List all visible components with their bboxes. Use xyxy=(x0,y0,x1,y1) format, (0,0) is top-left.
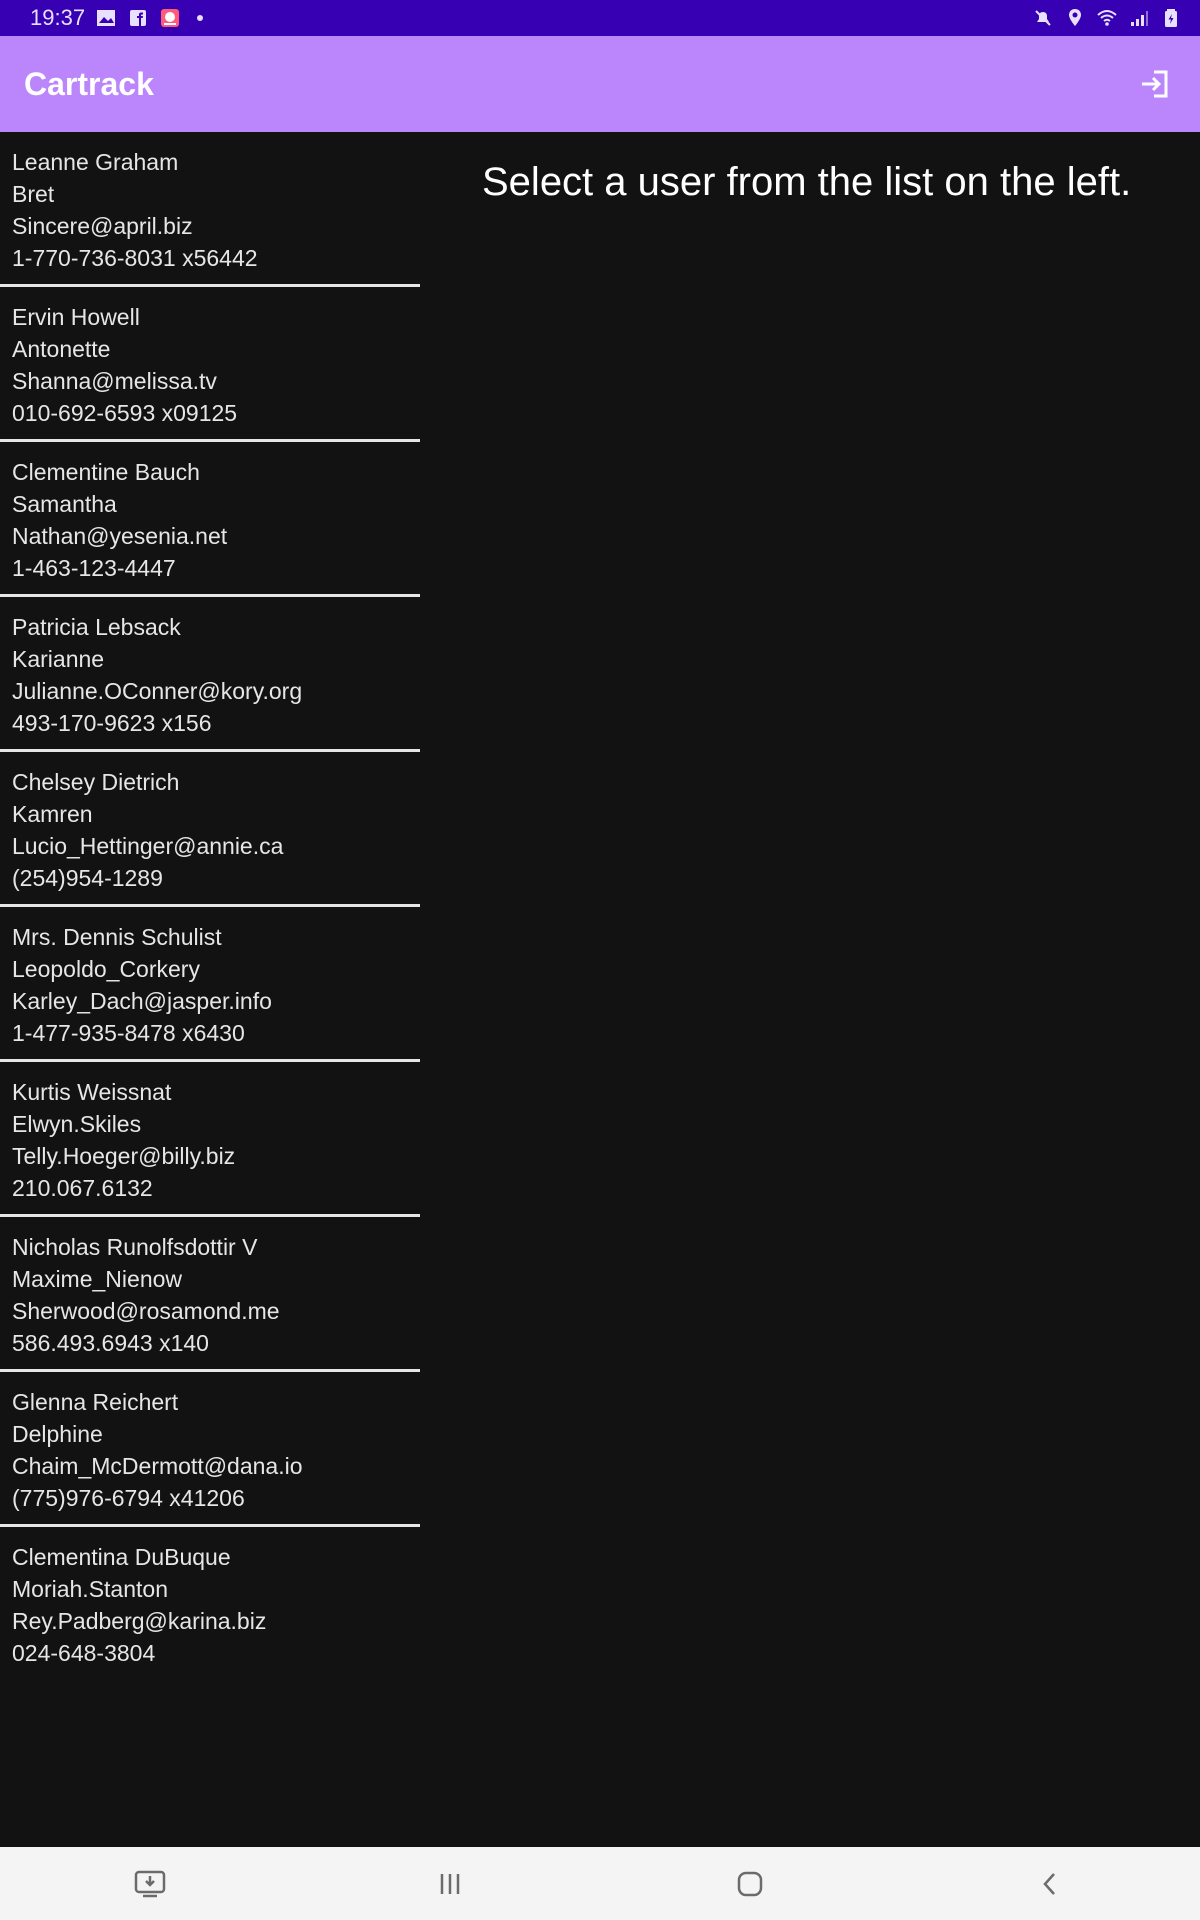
user-phone: 024-648-3804 xyxy=(12,1640,156,1666)
recent-apps-button[interactable] xyxy=(420,1854,480,1914)
user-list-item[interactable] xyxy=(0,287,420,442)
user-username: Delphine xyxy=(12,1421,103,1447)
mute-icon xyxy=(1032,7,1054,29)
user-list-item[interactable] xyxy=(0,907,420,1062)
app-notification-icon xyxy=(159,7,181,29)
user-phone: (254)954-1289 xyxy=(12,865,163,891)
logout-icon[interactable] xyxy=(1136,64,1176,104)
user-email: Karley_Dach@jasper.info xyxy=(12,988,272,1014)
user-email: Julianne.OConner@kory.org xyxy=(12,678,303,704)
back-button[interactable] xyxy=(1020,1854,1080,1914)
user-list-item[interactable] xyxy=(0,597,420,752)
user-phone: 010-692-6593 x09125 xyxy=(12,400,238,426)
facebook-icon xyxy=(127,7,149,29)
user-name: Mrs. Dennis Schulist xyxy=(12,924,222,950)
user-list-item[interactable] xyxy=(0,1217,420,1372)
user-username: Kamren xyxy=(12,801,93,827)
user-list-item[interactable] xyxy=(0,132,420,287)
user-username: Karianne xyxy=(12,646,105,672)
user-name: Leanne Graham xyxy=(12,149,179,175)
home-button[interactable] xyxy=(720,1854,780,1914)
user-email: Chaim_McDermott@dana.io xyxy=(12,1453,303,1479)
user-name: Nicholas Runolfsdottir V xyxy=(12,1234,258,1260)
user-name: Clementine Bauch xyxy=(12,459,200,485)
user-username: Bret xyxy=(12,181,55,207)
user-name: Glenna Reichert xyxy=(12,1389,179,1415)
app-bar xyxy=(0,36,1200,132)
user-list-item[interactable] xyxy=(0,752,420,907)
user-username: Elwyn.Skiles xyxy=(12,1111,142,1137)
status-bar xyxy=(0,0,1200,36)
user-name: Clementina DuBuque xyxy=(12,1544,231,1570)
wifi-icon xyxy=(1096,7,1118,29)
battery-icon xyxy=(1160,7,1182,29)
user-email: Shanna@melissa.tv xyxy=(12,368,217,394)
detail-placeholder: Select a user from the list on the left. xyxy=(482,160,1132,204)
user-username: Maxime_Nienow xyxy=(12,1266,183,1292)
user-username: Samantha xyxy=(12,491,117,517)
user-username: Moriah.Stanton xyxy=(12,1576,168,1602)
user-email: Telly.Hoeger@billy.biz xyxy=(12,1143,236,1169)
user-phone: (775)976-6794 x41206 xyxy=(12,1485,245,1511)
recent-apps-icon xyxy=(435,1869,465,1899)
status-time: 19:37 xyxy=(30,5,86,30)
more-dot-icon xyxy=(197,15,203,21)
user-list-item[interactable] xyxy=(0,1372,420,1527)
user-email: Rey.Padberg@karina.biz xyxy=(12,1608,267,1634)
app-title: Cartrack xyxy=(24,65,154,102)
user-name: Patricia Lebsack xyxy=(12,614,181,640)
signal-icon xyxy=(1128,7,1150,29)
user-phone: 210.067.6132 xyxy=(12,1175,153,1201)
user-list xyxy=(0,132,420,1846)
user-name: Chelsey Dietrich xyxy=(12,769,180,795)
user-username: Antonette xyxy=(12,336,111,362)
user-email: Sherwood@rosamond.me xyxy=(12,1298,280,1324)
user-phone: 586.493.6943 x140 xyxy=(12,1330,209,1356)
user-username: Leopoldo_Corkery xyxy=(12,956,200,982)
home-icon xyxy=(735,1869,765,1899)
gallery-icon xyxy=(95,7,117,29)
screen-record-icon xyxy=(133,1869,167,1899)
user-list-item[interactable] xyxy=(0,1527,420,1682)
user-email: Lucio_Hettinger@annie.ca xyxy=(12,833,284,859)
navigation-bar xyxy=(0,1847,1200,1920)
location-icon xyxy=(1064,7,1086,29)
user-list-item[interactable] xyxy=(0,1062,420,1217)
user-name: Ervin Howell xyxy=(12,304,140,330)
screen-record-button[interactable] xyxy=(120,1854,180,1914)
user-email: Sincere@april.biz xyxy=(12,213,193,239)
user-phone: 1-477-935-8478 x6430 xyxy=(12,1020,245,1046)
back-icon xyxy=(1035,1869,1065,1899)
user-name: Kurtis Weissnat xyxy=(12,1079,172,1105)
user-phone: 1-463-123-4447 xyxy=(12,555,176,581)
user-phone: 493-170-9623 x156 xyxy=(12,710,212,736)
user-phone: 1-770-736-8031 x56442 xyxy=(12,245,258,271)
user-email: Nathan@yesenia.net xyxy=(12,523,228,549)
user-list-item[interactable] xyxy=(0,442,420,597)
